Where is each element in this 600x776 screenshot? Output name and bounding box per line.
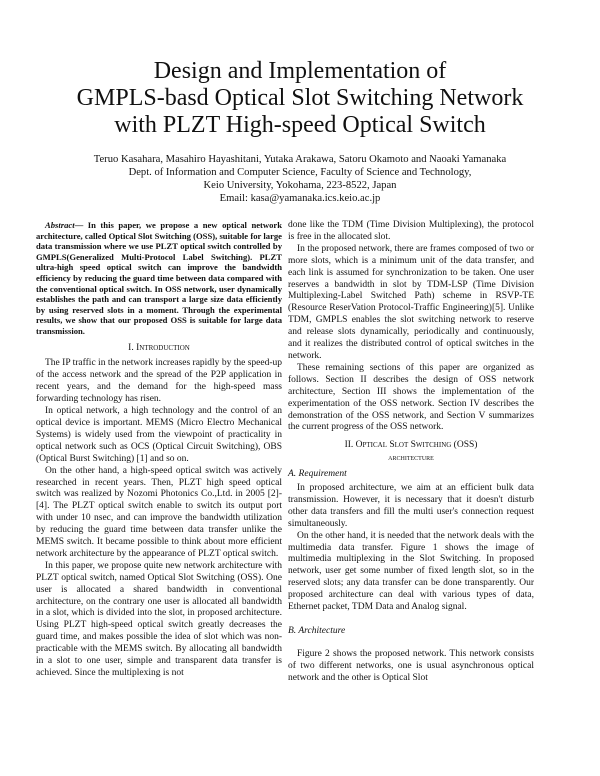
subsection-heading-requirement: A. Requirement	[288, 469, 347, 480]
paragraph: Figure 2 shows the proposed network. This network consists of two different networks, one is usual asynchronous optical network and the other is Optical Slot	[288, 648, 534, 683]
affiliation-line: Dept. of Information and Computer Science, Faculty of Science and Technology,	[128, 167, 472, 178]
section-heading-introduction: I. Introduction	[128, 342, 190, 353]
spacer	[288, 614, 534, 623]
paper-title	[40, 58, 560, 139]
paragraph: These remaining sections of this paper are organized as follows. Section II describes the design of OSS network architecture, Section III shows the implementation of the experimentation of the OSS network. Section IV describes the demonstration of the OSS network, and Section V summarizes the current progress of the OSS network.	[288, 362, 534, 433]
paragraph: In proposed architecture, we aim at an efficient bulk data transmission. However, it is necessary that it doesn't disturb other data transfers and fill the multi user's connection request simultaneously.	[288, 483, 534, 529]
abstract-label: Abstract	[45, 220, 75, 230]
spacer	[288, 640, 534, 649]
paragraph: done like the TDM (Time Division Multiplexing), the protocol is free in the allocated slot.	[288, 220, 534, 242]
title-line: Design and Implementation of	[153, 58, 447, 84]
paragraph: The IP traffic in the network increases rapidly by the speed-up of the access network and the spread of the P2P application in recent years, and the demand for the high-speed mass forwarding technology has risen.	[36, 358, 282, 405]
section-subheading-architecture: architecture	[388, 453, 434, 463]
paragraph: In optical network, a high technology and the control of an optical device is important. MEMS (Micro Electro Mechanical Systems) is widely used from the viewpoint of practicality in optical network such as OCS (Optical Circuit Switching), OBS (Optical Burst Switching) [1] and so on.	[36, 406, 282, 464]
author-list: Teruo Kasahara, Masahiro Hayashitani, Yutaka Arakawa, Satoru Okamoto and Naoaki Yamanaka	[93, 154, 507, 165]
right-column	[288, 220, 534, 685]
affiliation	[30, 166, 570, 205]
section-heading-oss: II. Optical Slot Switching (OSS)	[344, 440, 478, 451]
abstract	[36, 220, 282, 337]
title-line: with PLZT High-speed Optical Switch	[114, 112, 486, 138]
affiliation-line: Keio University, Yokohama, 223-8522, Japan	[203, 180, 397, 191]
title-line: GMPLS-basd Optical Slot Switching Network	[76, 85, 524, 111]
email-line: Email: kasa@yamanaka.ics.keio.ac.jp	[219, 193, 381, 204]
paragraph: On the other hand, it is needed that the network deals with the multimedia data transfer. Figure 1 shows the image of multimedia multiplexing in the Slot Switching. In proposed network, user get some number of fixed length slot, so in the reserved slots; any data transfer can be done transparently. Our proposed architecture can deal with various types of data, Ethernet packet, TDM Data and Analog signal.	[288, 530, 534, 613]
paragraph: In this paper, we propose quite new network architecture with PLZT optical switch, named Optical Slot Switching (OSS). One user is allocated a shared bandwidth in conventional architecture, on the contrary one user is allocated all bandwidth in a slot, which is divided into the slot, in proposed architecture. Using PLZT high-speed optical switch greatly decreases the guard time, and makes possible the idea of slot which was non-practicable with the MEMS switch. By allocating all bandwidth in a slot to one user, simple and transparent data transfer is achieved. Since the multiplexing is not	[36, 560, 282, 678]
subsection-heading-architecture: B. Architecture	[288, 626, 346, 636]
paragraph: In the proposed network, there are frames composed of two or more slots, which is a minimum unit of the data transfer, and each link is assumed for synchronization to be taken. One user reserves a bandwidth in slot by TDM-LSP (Time Division Multiplexing-Label Switched Path) scheme in RSVP-TE (Resource ReserVation Protocol-Traffic Engineering)[5]. Unlike TDM, GMPLS enables the slot switching network to reserve and release slots dynamically, periodically and continuously, and it realizes the distributed control of optical switches in the network.	[288, 243, 534, 361]
left-column	[36, 220, 282, 680]
abstract-text: — In this paper, we propose a new optical network architecture, called Optical Slot Switching (OSS), suitable for large data transmission where we use PLZT optical switch controlled by GMPLS(Generalized Multi-Protocol Label Switching). PLZT ultra-high speed optical switch can improve the bandwidth efficiency by reducing the guard time between data compared with the conventional optical switch. In OSS network, user dynamically establishes the path and can transport a large size data efficiently by using reserved slots in a moment. Through the experimental results, we show that our proposed OSS is suitable for large data transmission.	[36, 220, 282, 336]
paragraph: On the other hand, a high-speed optical switch was actively researched in recent years. Then, PLZT high speed optical switch was realized by Nozomi Photonics Co.,Ltd. in 2005 [2]-[4]. The PLZT optical switch enable to switch its output port with under 10 nsec, and can improve the bandwidth utilization by reducing the guard time between data transfer unlike the MEMS switch. It became possible to think about more efficient network architecture by the appearance of PLZT optical switch.	[36, 465, 282, 559]
